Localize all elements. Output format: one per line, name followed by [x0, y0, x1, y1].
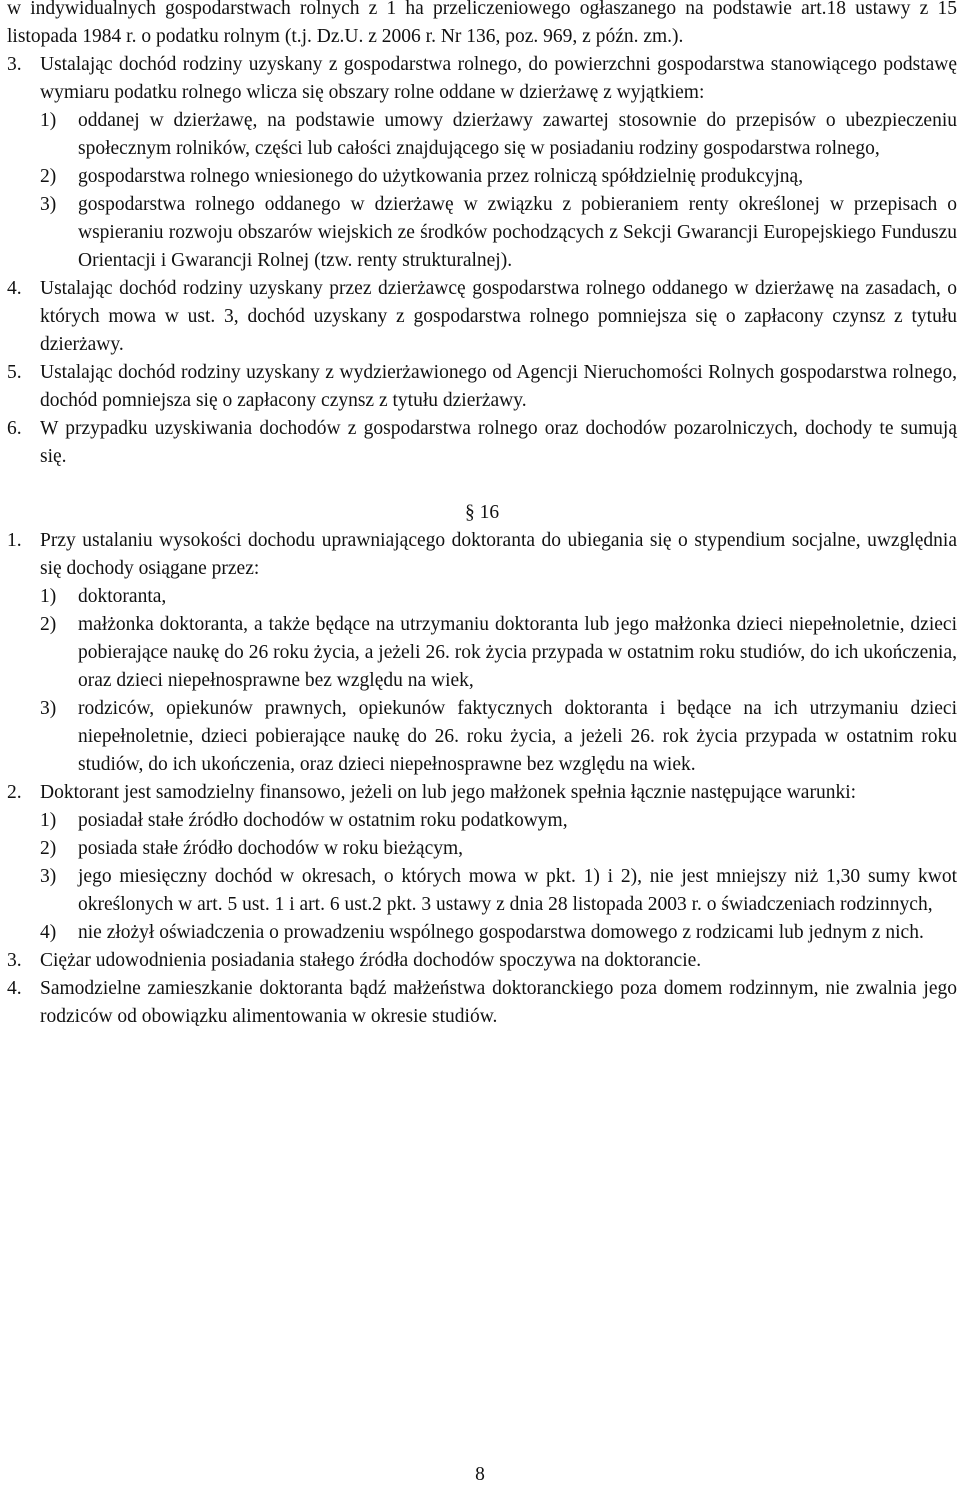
item-text: Przy ustalaniu wysokości dochodu uprawniającego doktoranta do ubiegania się o stypendium socjalne, uwzględnia się dochody osiągane przez: [40, 530, 957, 579]
page-number: 8 [475, 1464, 485, 1485]
subitem-number: 3) [40, 194, 57, 215]
item-number: 4. [7, 978, 22, 999]
subitem-text: rodziców, opiekunów prawnych, opiekunów faktycznych doktoranta i będące na ich utrzymaniu dzieci niepełnoletnie, dzieci pobierające naukę do 26. roku życia, a jeżeli 26. rok życia przypada w ostatnim roku studiów, do ich ukończenia, oraz dzieci niepełnosprawne bez względu na wiek. [78, 698, 957, 775]
item-number: 1. [7, 530, 22, 551]
subitem-text: posiadał stałe źródło dochodów w ostatnim roku podatkowym, [78, 810, 568, 831]
sublist-item [40, 807, 957, 835]
subitem-number: 3) [40, 866, 57, 887]
section-heading: § 16 [464, 502, 500, 523]
subitem-number: 2) [40, 166, 57, 187]
sublist [7, 107, 957, 275]
section-16-list [7, 527, 957, 1031]
sublist-item [40, 611, 957, 695]
list-item [7, 779, 957, 807]
subitem-number: 1) [40, 586, 57, 607]
subitem-number: 2) [40, 614, 57, 635]
subitem-text: małżonka doktoranta, a także będące na utrzymaniu doktoranta lub jego małżonka dzieci niepełnoletnie, dzieci pobierające naukę do 26 roku życia, a jeżeli 26. rok życia przypada w ostatnim roku studiów, do ich ukończenia, oraz dzieci niepełnosprawne bez względu na wiek, [78, 614, 957, 691]
item-text: W przypadku uzyskiwania dochodów z gospodarstwa rolnego oraz dochodów pozarolniczych, dochody te sumują się. [40, 418, 957, 467]
subitem-text: doktoranta, [78, 586, 167, 607]
subitem-text: nie złożył oświadczenia o prowadzeniu wspólnego gospodarstwa domowego z rodzicami lub jednym z nich. [78, 922, 924, 943]
sublist [7, 583, 957, 779]
list-item [7, 975, 957, 1031]
item-text: Ustalając dochód rodziny uzyskany z wydzierżawionego od Agencji Nieruchomości Rolnych gospodarstwa rolnego, dochód pomniejsza się o zapłacony czynsz z tytułu dzierżawy. [40, 362, 957, 411]
subitem-number: 2) [40, 838, 57, 859]
item-text: Ustalając dochód rodziny uzyskany z gospodarstwa rolnego, do powierzchni gospodarstwa stanowiącego podstawę wymiaru podatku rolnego wlicza się obszary rolne oddane w dzierżawę z wyjątkiem: [40, 54, 957, 103]
section-15-list [7, 51, 957, 471]
document-page [7, 0, 957, 1031]
item-number: 6. [7, 418, 22, 439]
list-item [7, 415, 957, 471]
intro-paragraph: w indywidualnych gospodarstwach rolnych z 1 ha przeliczeniowego ogłaszanego na podstawie art.18 ustawy z 15 listopada 1984 r. o podatku rolnym (t.j. Dz.U. z 2006 r. Nr 136, poz. 969, z późn. zm.). [7, 0, 957, 47]
sublist-item [40, 107, 957, 163]
item-number: 4. [7, 278, 22, 299]
item-number: 5. [7, 362, 22, 383]
subitem-number: 1) [40, 810, 57, 831]
item-number: 3. [7, 950, 22, 971]
list-item [7, 527, 957, 583]
item-text: Ustalając dochód rodziny uzyskany przez dzierżawcę gospodarstwa rolnego oddanego w dzierżawę na zasadach, o których mowa w ust. 3, dochód uzyskany z gospodarstwa rolnego pomniejsza się o zapłacony czynsz z tytułu dzierżawy. [40, 278, 957, 355]
sublist-item [40, 163, 957, 191]
list-item [7, 51, 957, 107]
sublist-item [40, 919, 957, 947]
sublist [7, 807, 957, 947]
list-item [7, 947, 957, 975]
subitem-text: oddanej w dzierżawę, na podstawie umowy dzierżawy zawartej stosownie do przepisów o ubezpieczeniu społecznym rolników, części lub całości znajdującego się w posiadaniu rodziny gospodarstwa rolnego, [78, 110, 957, 159]
sublist-item [40, 191, 957, 275]
item-text: Doktorant jest samodzielny finansowo, jeżeli on lub jego małżonek spełnia łącznie następujące warunki: [40, 782, 857, 803]
subitem-text: gospodarstwa rolnego oddanego w dzierżawę w związku z pobieraniem renty określonej w przepisach o wspieraniu rozwoju obszarów wiejskich ze środków pochodzących z Sekcji Gwarancji Europejskiego Funduszu Orientacji i Gwarancji Rolnej (tzw. renty strukturalnej). [78, 194, 957, 271]
subitem-number: 3) [40, 698, 57, 719]
subitem-text: posiada stałe źródło dochodów w roku bieżącym, [78, 838, 464, 859]
sublist-item [40, 583, 957, 611]
item-text: Ciężar udowodnienia posiadania stałego źródła dochodów spoczywa na doktorancie. [40, 950, 702, 971]
sublist-item [40, 863, 957, 919]
item-text: Samodzielne zamieszkanie doktoranta bądź małżeństwa doktoranckiego poza domem rodzinnym, nie zwalnia jego rodziców od obowiązku alimentowania w okresie studiów. [40, 978, 957, 1027]
subitem-number: 1) [40, 110, 57, 131]
item-number: 2. [7, 782, 22, 803]
sublist-item [40, 695, 957, 779]
subitem-text: gospodarstwa rolnego wniesionego do użytkowania przez rolniczą spółdzielnię produkcyjną, [78, 166, 804, 187]
list-item [7, 359, 957, 415]
subitem-text: jego miesięczny dochód w okresach, o których mowa w pkt. 1) i 2), nie jest mniejszy niż 1,30 sumy kwot określonych w art. 5 ust. 1 i art. 6 ust.2 pkt. 3 ustawy z dnia 28 listopada 2003 r. o świadczeniach rodzinnych, [78, 866, 957, 915]
item-number: 3. [7, 54, 22, 75]
sublist-item [40, 835, 957, 863]
subitem-number: 4) [40, 922, 57, 943]
list-item [7, 275, 957, 359]
